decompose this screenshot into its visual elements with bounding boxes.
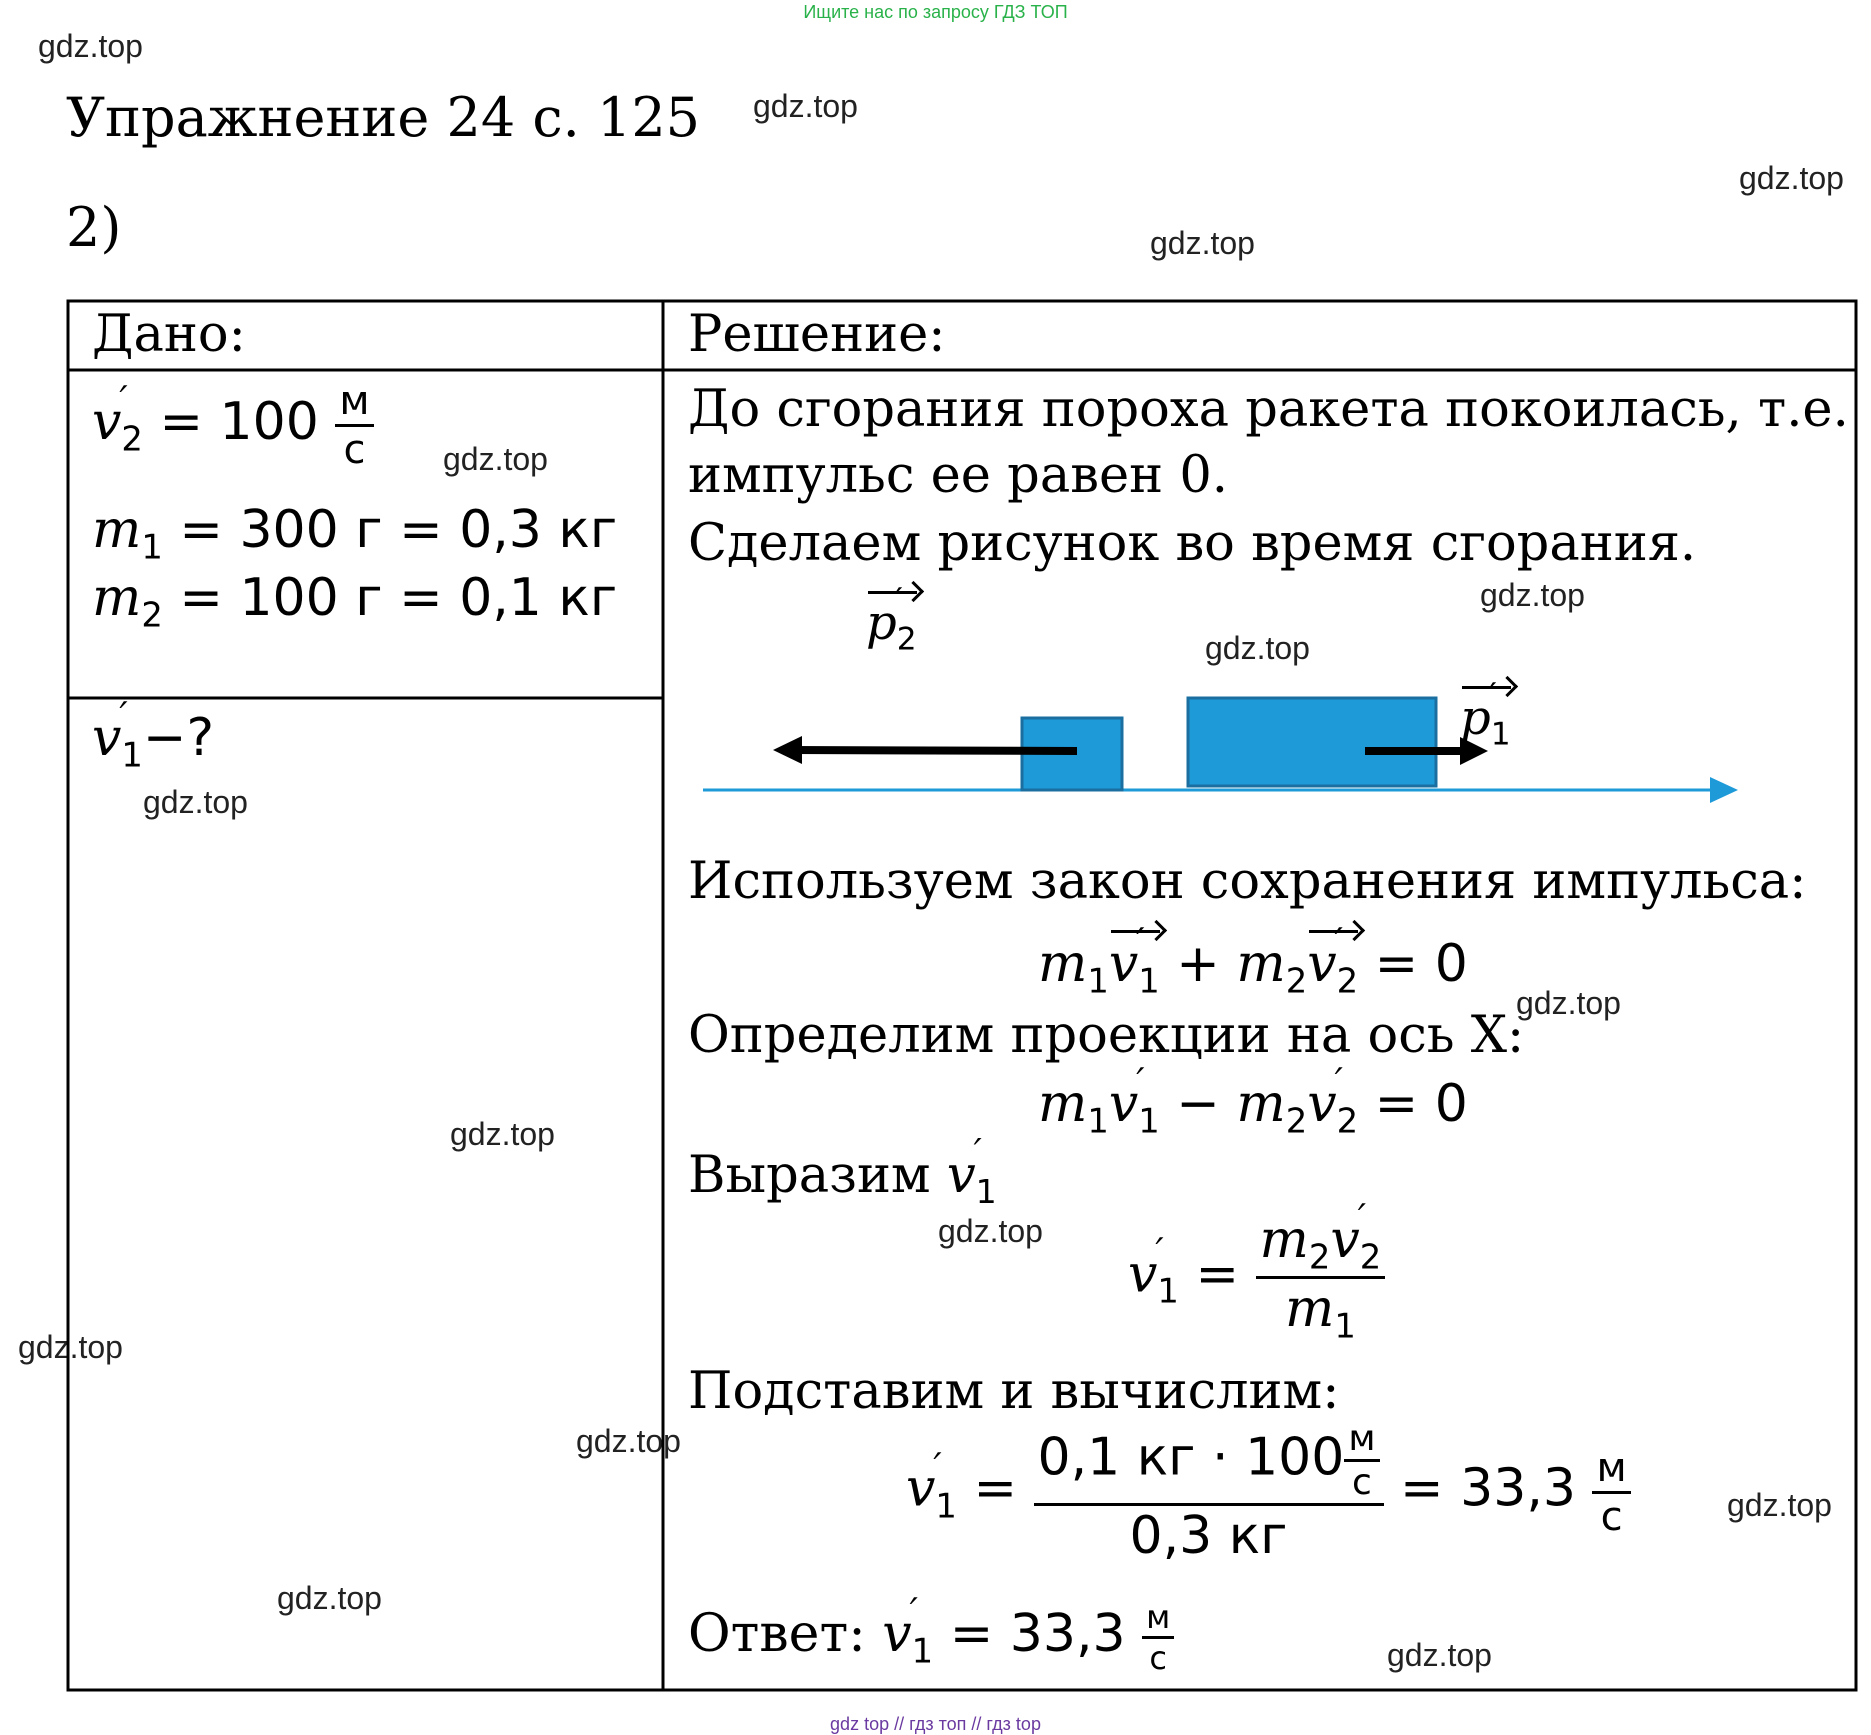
solution-line-3: Сделаем рисунок во время сгорания. bbox=[688, 514, 1697, 573]
p2-arrow bbox=[790, 750, 1077, 751]
watermark: gdz.top bbox=[938, 1213, 1043, 1249]
momentum-vector-equation: $m_1v$ ′ $_1 + m_2v$ ′ $_2$ = 0 bbox=[1038, 920, 1468, 1001]
solution-line-2: импульс ее равен 0. bbox=[688, 446, 1228, 505]
x-axis-arrowhead bbox=[1710, 777, 1738, 803]
calculation: v ′ $_1$ = 0,1 кг · 100 $\frac{м}{с}$ 0,3 кг = 33,3 $\frac{м}{с}$ bbox=[906, 1418, 1631, 1566]
p1-label: p ′ $_1$ bbox=[1460, 676, 1511, 753]
watermark: gdz.top bbox=[443, 441, 548, 477]
given-header: Дано: bbox=[92, 305, 246, 364]
projection-equation: $m_1v$ ′ $_1 - m_2v$ ′ $_2$ = 0 bbox=[1038, 1060, 1468, 1141]
given-m2: $m_2 = 100$ г = 0,1 кг bbox=[92, 568, 618, 635]
watermark: gdz.top bbox=[450, 1116, 555, 1152]
watermark: gdz.top bbox=[576, 1423, 681, 1459]
solution-line-7: Подставим и вычислим: bbox=[688, 1362, 1340, 1421]
bottom-banner: gdz top // гдз топ // гдз top bbox=[830, 1714, 1041, 1734]
solution-header: Решение: bbox=[688, 305, 946, 364]
watermark: gdz.top bbox=[1480, 577, 1585, 613]
rocket-diagram bbox=[680, 570, 1760, 830]
page-title: Упражнение 24 с. 125 bbox=[66, 86, 701, 149]
large-block bbox=[1188, 698, 1436, 786]
watermark: gdz.top bbox=[1150, 225, 1255, 261]
watermark: gdz.top bbox=[1205, 630, 1310, 666]
watermark: gdz.top bbox=[753, 88, 858, 124]
watermark: gdz.top bbox=[1387, 1637, 1492, 1673]
solution-line-6: Выразим v ′ $_1$ bbox=[688, 1132, 997, 1212]
watermark: gdz.top bbox=[38, 28, 143, 64]
watermark: gdz.top bbox=[1516, 985, 1621, 1021]
v1-formula: v ′ $_1$ = $m_2v$ ′ $_2$ $m_1$ bbox=[1128, 1210, 1385, 1346]
find-v1: v ′ $_1$−? bbox=[92, 694, 215, 775]
watermark: gdz.top bbox=[277, 1580, 382, 1616]
solution-line-1: До сгорания пороха ракета покоилась, т.е. bbox=[688, 380, 1849, 439]
watermark: gdz.top bbox=[1739, 160, 1844, 196]
problem-number: 2) bbox=[66, 196, 122, 259]
given-v2: v ′ $_2$ = 100 $\frac{м}{с}$ bbox=[92, 378, 374, 473]
watermark: gdz.top bbox=[143, 784, 248, 820]
p2-arrowhead bbox=[773, 736, 802, 764]
given-m1: $m_1 = 300$ г = 0,3 кг bbox=[92, 500, 618, 567]
solution-line-4: Используем закон сохранения импульса: bbox=[688, 852, 1807, 911]
watermark: gdz.top bbox=[1727, 1487, 1832, 1523]
solution-line-5: Определим проекции на ось X: bbox=[688, 1006, 1525, 1065]
watermark: gdz.top bbox=[18, 1329, 123, 1365]
top-banner: Ищите нас по запросу ГДЗ ТОП bbox=[803, 2, 1068, 22]
p2-label: p ′ $_2$ bbox=[866, 581, 917, 658]
answer: Ответ: v ′ $_1$ = 33,3 $\frac{м}{с}$ bbox=[688, 1598, 1174, 1677]
